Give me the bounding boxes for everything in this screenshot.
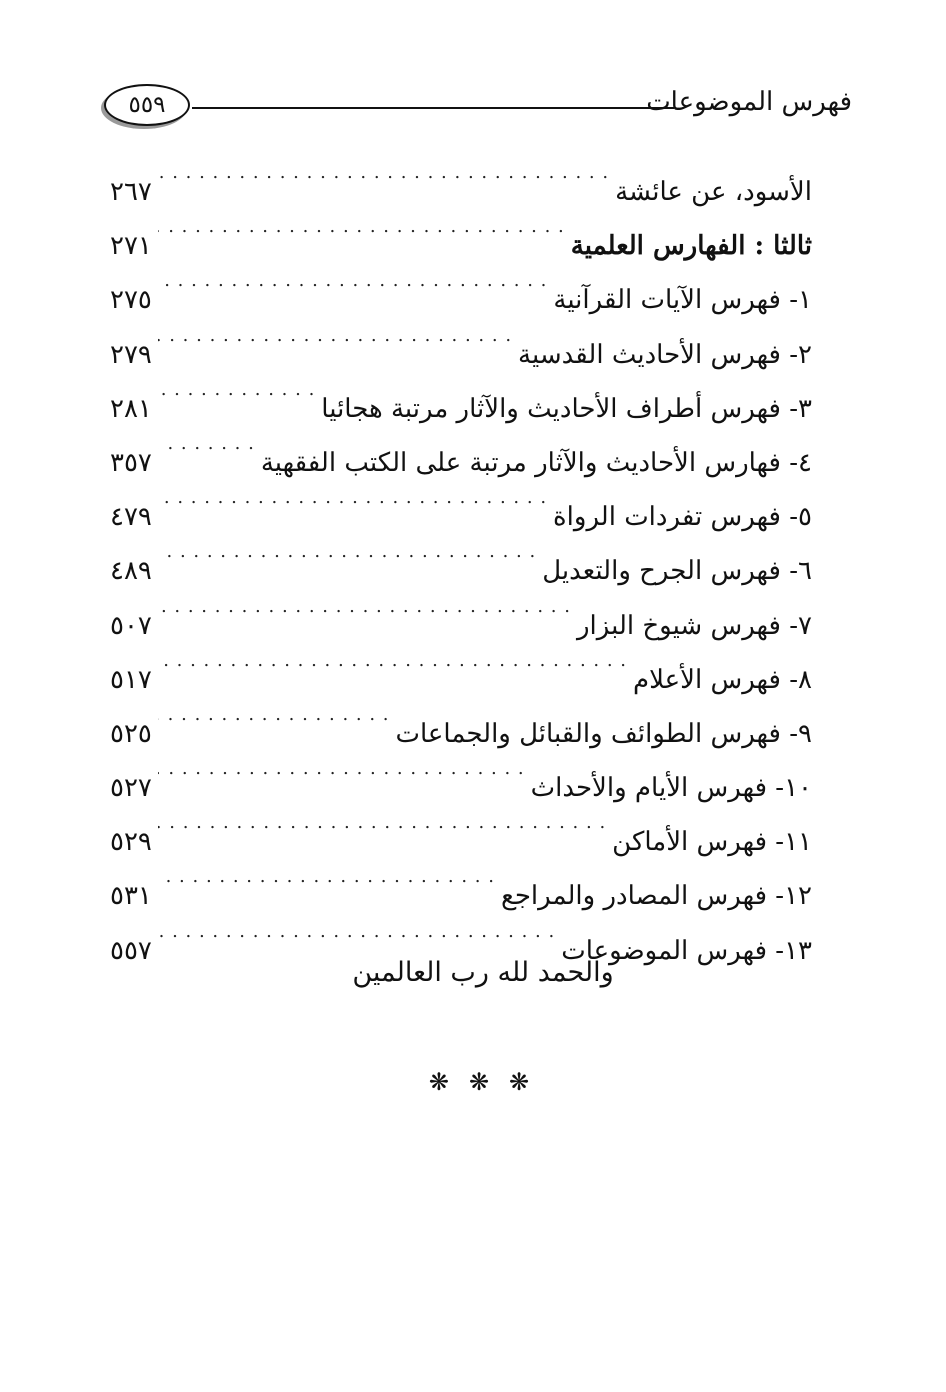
leader-dots — [158, 580, 571, 634]
leader-dots — [158, 417, 255, 471]
leader-dots — [158, 146, 609, 200]
ornament-divider — [0, 1062, 946, 1102]
toc-entry-label: ١- فهرس الآيات القرآنية — [553, 285, 812, 316]
toc-entry-page: ٤٧٩ — [110, 502, 152, 533]
toc-entry-page: ٢٦٧ — [110, 177, 152, 207]
running-header — [100, 80, 852, 126]
table-of-contents — [110, 146, 812, 966]
toc-entry-page: ٥٢٥ — [110, 718, 152, 749]
toc-entry-label: ٤- فهارس الأحاديث والآثار مرتبة على الكتب الفقهية — [260, 447, 812, 478]
toc-entry-page: ٢٧١ — [110, 231, 152, 262]
toc-entry-label: ٢- فهرس الأحاديث القدسية — [518, 339, 812, 370]
toc-entry-label: ٨- فهرس الأعلام — [633, 664, 812, 695]
toc-entry-label: ٩- فهرس الطوائف والقبائل والجماعات — [395, 718, 812, 749]
header-rule — [192, 107, 674, 109]
toc-entry — [110, 146, 812, 207]
leader-dots — [158, 309, 512, 363]
header-title: فهرس الموضوعات — [646, 87, 852, 117]
toc-entry-label: ١٣- فهرس الموضوعات — [561, 935, 812, 966]
toc-entry-label: ٥- فهرس تفردات الرواة — [553, 502, 812, 533]
leader-dots — [158, 796, 606, 850]
toc-entry-label: ثالثا : الفهارس العلمية — [570, 231, 812, 262]
toc-entry-page: ٤٨٩ — [110, 556, 152, 587]
leader-dots — [158, 850, 495, 904]
leader-dots — [158, 200, 565, 254]
page-number-badge — [104, 84, 190, 126]
toc-entry-label: ٧- فهرس شيوخ البزار — [576, 610, 812, 641]
toc-entry-page: ٢٨١ — [110, 393, 152, 424]
leader-dots — [158, 525, 536, 579]
toc-entry-label: ١١- فهرس الأماكن — [612, 827, 812, 858]
toc-entry-page: ٥٠٧ — [110, 610, 152, 641]
toc-entry-page: ٥٢٧ — [110, 773, 152, 804]
toc-entry-label: ١٢- فهرس المصادر والمراجع — [500, 881, 812, 912]
toc-entry-page: ٥٣١ — [110, 881, 152, 912]
ornament-star-icon: ❋ — [509, 1068, 534, 1096]
toc-entry-page: ٥١٧ — [110, 664, 152, 695]
toc-entry-label: ٦- فهرس الجرح والتعديل — [542, 556, 812, 587]
closing-text: والحمد لله رب العالمين — [352, 957, 614, 988]
leader-dots — [158, 254, 547, 308]
leader-dots — [158, 742, 525, 796]
leader-dots — [158, 363, 315, 417]
ornament-star-icon: ❋ — [468, 1068, 494, 1096]
toc-entry-page: ٣٥٧ — [110, 447, 152, 478]
toc-entry-page: ٥٥٧ — [110, 935, 152, 966]
toc-entry-page: ٥٢٩ — [110, 827, 152, 858]
leader-dots — [158, 634, 627, 688]
toc-entry-label: الأسود، عن عائشة — [615, 177, 812, 207]
toc-entry-page: ٢٧٩ — [110, 339, 152, 370]
closing-phrase — [0, 948, 946, 998]
toc-entry-label: ٣- فهرس أطراف الأحاديث والآثار مرتبة هجائيا — [321, 393, 812, 424]
toc-entry-page: ٢٧٥ — [110, 285, 152, 316]
leader-dots — [158, 471, 547, 525]
page-number: ٥٥٩ — [128, 91, 166, 118]
ornament-star-icon: ❋ — [428, 1068, 453, 1096]
leader-dots — [158, 688, 390, 742]
toc-entry-label: ١٠- فهرس الأيام والأحداث — [530, 773, 812, 804]
